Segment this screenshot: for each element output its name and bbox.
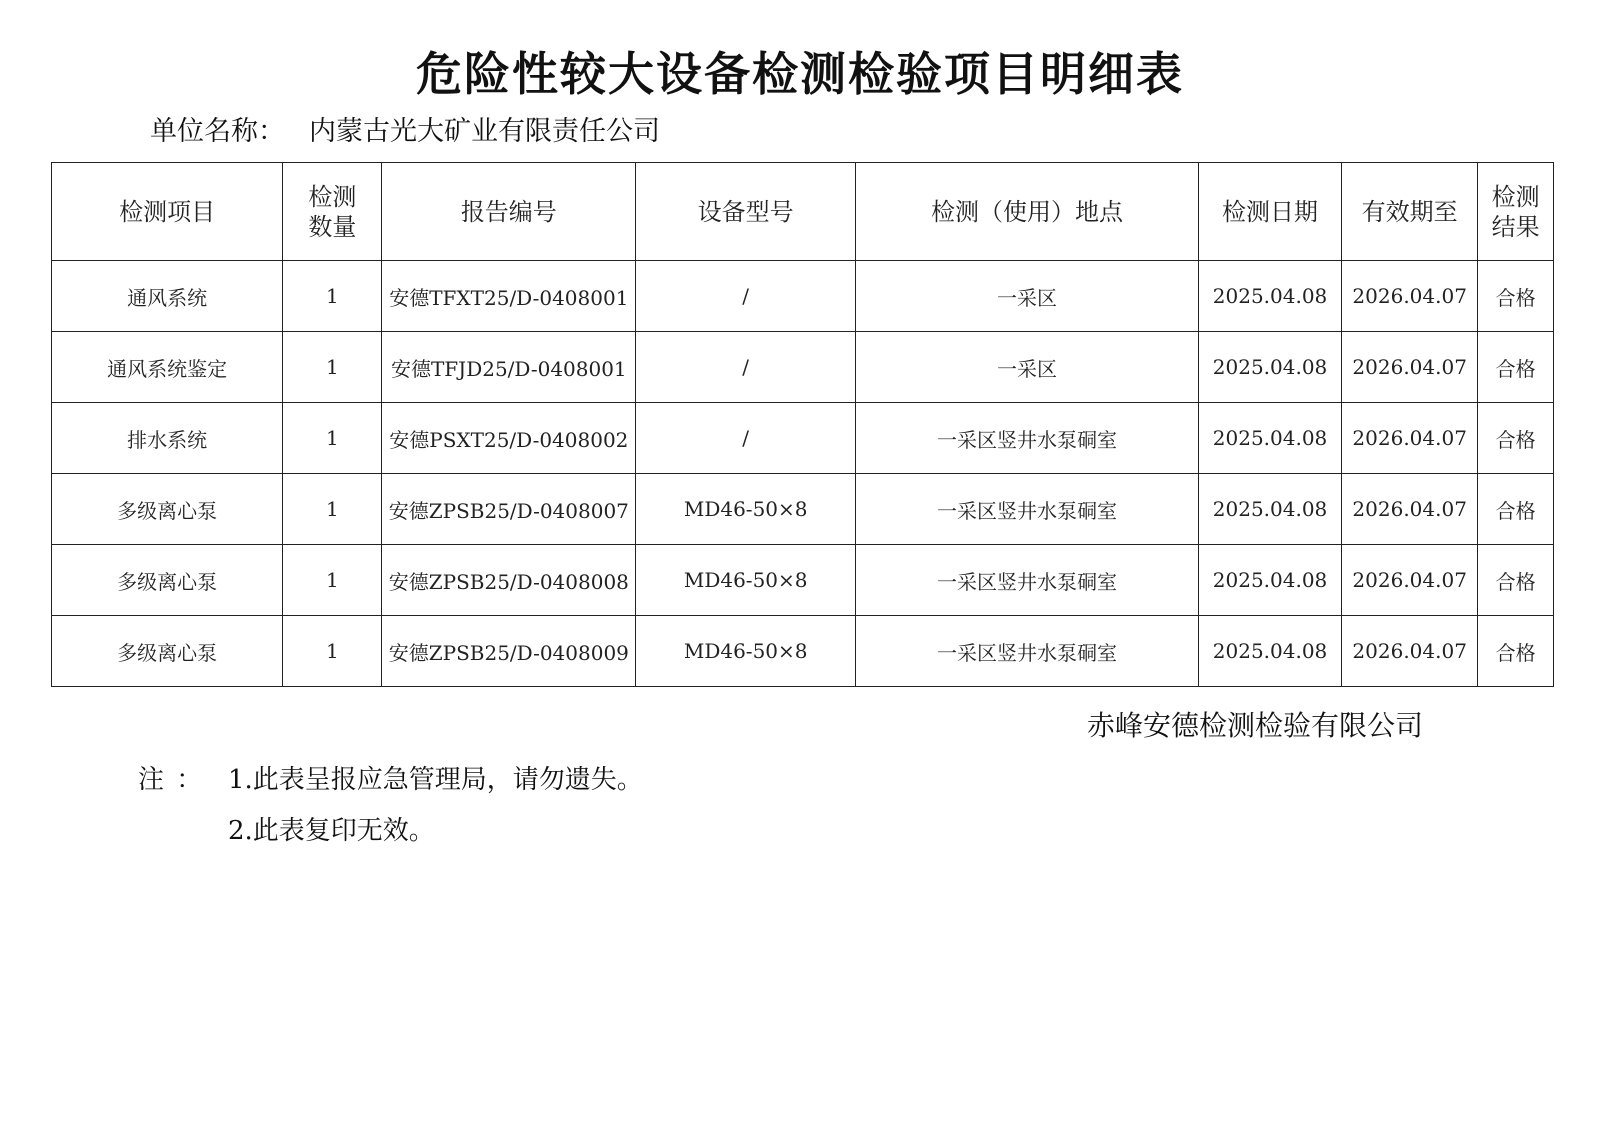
cell-count: 1 xyxy=(283,261,382,332)
cell-report-no: 安德ZPSB25/D-0408008 xyxy=(382,545,636,616)
cell-model: MD46-50×8 xyxy=(636,474,856,545)
table-row xyxy=(52,616,1554,687)
cell-valid-until: 2026.04.07 xyxy=(1342,332,1478,403)
header-count xyxy=(283,163,382,261)
issuing-company: 赤峰安德检测检验有限公司 xyxy=(1087,709,1424,742)
cell-valid-until: 2026.04.07 xyxy=(1342,545,1478,616)
cell-result: 合格 xyxy=(1478,616,1554,687)
table-row xyxy=(52,403,1554,474)
unit-name: 内蒙古光大矿业有限责任公司 xyxy=(309,116,660,147)
unit-label: 单位名称： xyxy=(150,116,285,147)
header-count-line1: 检测 xyxy=(308,182,357,211)
header-date: 检测日期 xyxy=(1198,163,1341,261)
cell-location: 一采区 xyxy=(856,332,1199,403)
cell-location: 一采区竖井水泵硐室 xyxy=(856,545,1199,616)
cell-report-no: 安德ZPSB25/D-0408009 xyxy=(382,616,636,687)
cell-model: / xyxy=(636,403,856,474)
cell-count: 1 xyxy=(283,616,382,687)
cell-result: 合格 xyxy=(1478,261,1554,332)
unit-line xyxy=(150,112,660,152)
cell-result: 合格 xyxy=(1478,474,1554,545)
cell-item: 排水系统 xyxy=(52,403,283,474)
table-row xyxy=(52,474,1554,545)
notes-label: 注 ： xyxy=(138,765,205,795)
cell-location: 一采区竖井水泵硐室 xyxy=(856,403,1199,474)
cell-report-no: 安德ZPSB25/D-0408007 xyxy=(382,474,636,545)
cell-report-no: 安德TFJD25/D-0408001 xyxy=(382,332,636,403)
header-count-line2: 数量 xyxy=(308,212,357,241)
cell-item: 多级离心泵 xyxy=(52,474,283,545)
header-result xyxy=(1478,163,1554,261)
cell-count: 1 xyxy=(283,545,382,616)
cell-result: 合格 xyxy=(1478,403,1554,474)
header-valid-until: 有效期至 xyxy=(1342,163,1478,261)
cell-valid-until: 2026.04.07 xyxy=(1342,616,1478,687)
note-item-1: 1.此表呈报应急管理局，请勿遗失。 xyxy=(228,765,643,795)
cell-item: 通风系统鉴定 xyxy=(52,332,283,403)
cell-item: 多级离心泵 xyxy=(52,545,283,616)
cell-result: 合格 xyxy=(1478,545,1554,616)
cell-report-no: 安德PSXT25/D-0408002 xyxy=(382,403,636,474)
cell-date: 2025.04.08 xyxy=(1198,474,1341,545)
table-header-row xyxy=(52,163,1554,261)
cell-model: MD46-50×8 xyxy=(636,616,856,687)
header-model: 设备型号 xyxy=(636,163,856,261)
cell-valid-until: 2026.04.07 xyxy=(1342,261,1478,332)
cell-location: 一采区竖井水泵硐室 xyxy=(856,474,1199,545)
cell-model: / xyxy=(636,332,856,403)
header-result-line2: 结果 xyxy=(1491,212,1540,241)
cell-valid-until: 2026.04.07 xyxy=(1342,474,1478,545)
header-item: 检测项目 xyxy=(52,163,283,261)
cell-item: 通风系统 xyxy=(52,261,283,332)
header-location: 检测（使用）地点 xyxy=(856,163,1199,261)
cell-count: 1 xyxy=(283,332,382,403)
cell-date: 2025.04.08 xyxy=(1198,403,1341,474)
cell-date: 2025.04.08 xyxy=(1198,545,1341,616)
page-title: 危险性较大设备检测检验项目明细表 xyxy=(416,47,1184,101)
inspection-table xyxy=(51,162,1554,687)
cell-model: MD46-50×8 xyxy=(636,545,856,616)
cell-date: 2025.04.08 xyxy=(1198,616,1341,687)
header-report-no: 报告编号 xyxy=(382,163,636,261)
table-row xyxy=(52,545,1554,616)
cell-count: 1 xyxy=(283,474,382,545)
cell-result: 合格 xyxy=(1478,332,1554,403)
note-item-2: 2.此表复印无效。 xyxy=(228,816,435,846)
cell-count: 1 xyxy=(283,403,382,474)
cell-location: 一采区 xyxy=(856,261,1199,332)
table-row xyxy=(52,261,1554,332)
cell-date: 2025.04.08 xyxy=(1198,332,1341,403)
header-result-line1: 检测 xyxy=(1491,182,1540,211)
cell-report-no: 安德TFXT25/D-0408001 xyxy=(382,261,636,332)
cell-item: 多级离心泵 xyxy=(52,616,283,687)
table-row xyxy=(52,332,1554,403)
cell-date: 2025.04.08 xyxy=(1198,261,1341,332)
cell-model: / xyxy=(636,261,856,332)
cell-valid-until: 2026.04.07 xyxy=(1342,403,1478,474)
cell-location: 一采区竖井水泵硐室 xyxy=(856,616,1199,687)
